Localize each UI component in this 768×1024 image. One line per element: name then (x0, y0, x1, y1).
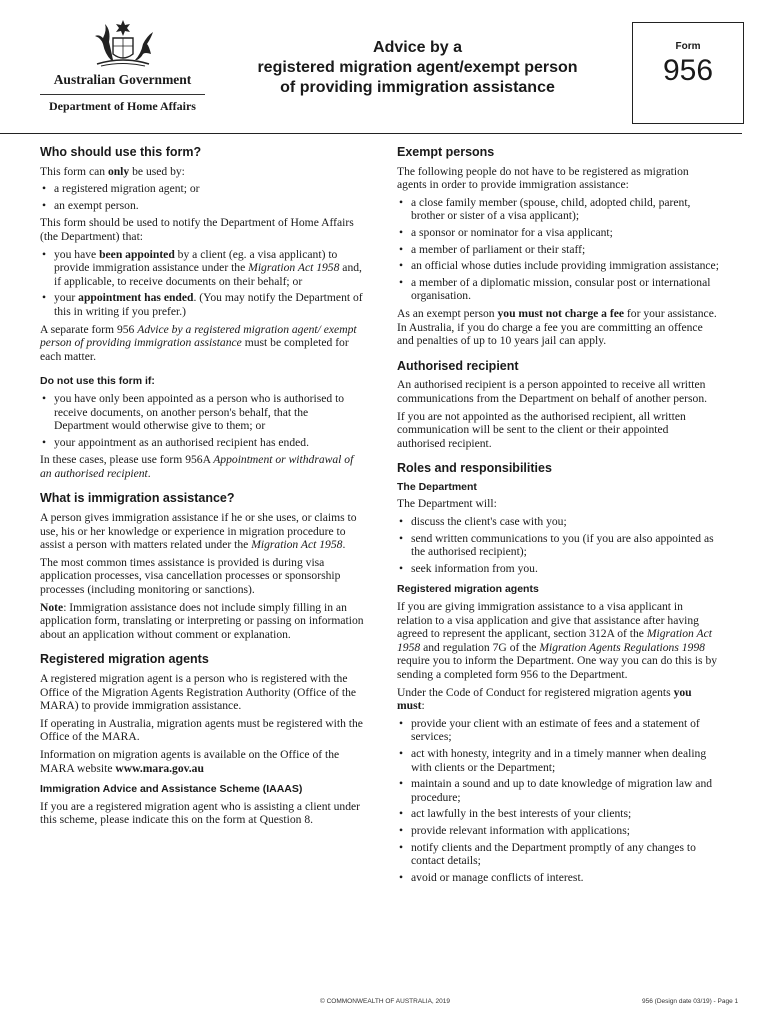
who-list (40, 182, 365, 212)
code-of-conduct-intro: Under the Code of Conduct for registered migration agents you must: (397, 685, 692, 713)
who-intro: This form can only be used by: (40, 164, 185, 178)
list-item: • act with honesty, integrity and in a timely manner when dealing with clients or the Department; (397, 747, 719, 774)
immigration-assistance-heading: What is immigration assistance? (40, 491, 235, 506)
separate-form-note: A separate form 956 Advice by a registered migration agent/ exempt person of providing immigration assistance must be completed for each matter. (40, 322, 357, 363)
government-name: Australian Government (53, 72, 192, 87)
title-line-3: of providing immigration assistance (280, 79, 555, 96)
department-intro: The Department will: (397, 497, 497, 511)
do-not-use-heading: Do not use this form if: (40, 375, 155, 388)
list-item: • discuss the client's case with you; (397, 515, 719, 529)
header-divider (0, 133, 742, 134)
exempt-fee-warning: As an exempt person you must not charge a fee for your assistance. In Australia, if you do charge a fee you are committing an offence and penalties of up to 10 years jail can apply. (397, 306, 717, 348)
mara-website-link[interactable]: www.mara.gov.au (115, 761, 204, 775)
common-times-text: The most common times assistance is provided is during visa application processes, visa cancellation processes or sponsorship processes (including monitoring or sanctions). (40, 555, 341, 597)
department-subheading: The Department (397, 480, 477, 493)
roles-heading: Roles and responsibilities (397, 461, 552, 476)
exempt-list (397, 196, 719, 303)
iaaas-text: If you are a registered migration agent who is assisting a client under this scheme, please indicate this on the form at Question 8. (40, 799, 361, 827)
list-item: • a member of parliament or their staff; (397, 243, 719, 257)
exempt-persons-heading: Exempt persons (397, 145, 495, 159)
coat-of-arms-icon (83, 18, 163, 70)
code-of-conduct-list (397, 717, 719, 885)
authorised-recipient-definition: An authorised recipient is a person appointed to receive all written communications from the Department on behalf of another person. (397, 378, 708, 405)
right-column (397, 146, 719, 888)
authorised-recipient-heading: Authorised recipient (397, 358, 519, 373)
list-item: • your appointment has ended. (You may notify the Department of this in writing if you prefer.) (40, 291, 365, 318)
department-list (397, 515, 719, 575)
list-item: • a sponsor or nominator for a visa applicant; (397, 226, 719, 240)
who-notify: This form should be used to notify the Department of Home Affairs (the Department) that: (40, 216, 354, 243)
list-item: • provide relevant information with applications; (397, 824, 719, 838)
list-item: • seek information from you. (397, 562, 719, 576)
form-number-box (632, 22, 744, 124)
authorised-recipient-note: If you are not appointed as the authorised recipient, all written communication will be sent to the client or their appointed authorised recipient. (397, 409, 686, 450)
title-line-1: Advice by a (373, 39, 462, 56)
list-item: • maintain a sound and up to date knowledge of migration law and procedure; (397, 777, 719, 804)
list-item: • notify clients and the Department promptly of any changes to contact details; (397, 841, 719, 868)
list-item: • act lawfully in the best interests of your clients; (397, 807, 719, 821)
form-title (225, 38, 610, 98)
list-item: • you have been appointed by a client (eg. a visa applicant) to provide immigration assistance under the Migration Act 1958 and, if applicable, to receive documents on their behalf; or (40, 248, 365, 289)
page-header (0, 0, 768, 135)
list-item: • avoid or manage conflicts of interest. (397, 871, 719, 885)
who-heading: Who should use this form? (40, 145, 202, 159)
list-item: • a member of a diplomatic mission, consular post or international organisation. (397, 276, 719, 303)
registered-agents-subheading: Registered migration agents (397, 583, 539, 596)
registered-agents-heading: Registered migration agents (40, 652, 209, 667)
department-name: Department of Home Affairs (40, 94, 205, 114)
form-number: 956 (662, 54, 714, 87)
government-logo (40, 18, 205, 114)
note-text: Note: Immigration assistance does not include simply filling in an application form, translating or interpreting or passing on information about an application without comment or explanation. (40, 600, 364, 641)
page-info-footer: 956 (Design date 03/19) - Page 1 (642, 998, 739, 1005)
list-item: • an exempt person. (40, 199, 365, 213)
registration-requirement: If operating in Australia, migration agents must be registered with the Office of the MARA. (40, 716, 363, 744)
list-item: • a close family member (spouse, child, adopted child, parent, brother or sister of a visa applicant); (397, 196, 719, 223)
form-label: Form (675, 41, 701, 52)
list-item: • provide your client with an estimate of fees and a statement of services; (397, 717, 719, 744)
list-item: • a registered migration agent; or (40, 182, 365, 196)
do-not-use-list (40, 392, 365, 449)
list-item: • your appointment as an authorised recipient has ended. (40, 436, 365, 450)
registered-agents-obligation: If you are giving immigration assistance to a visa applicant in relation to a visa application and give that assistance after having agreed to represent the applicant, section 312A of the Migration Act 1958 and regulation 7G of the Migration Agents Regulations 1998 require you to inform the Department. One way you can do this is by sending a completed form 956 to the Department. (397, 600, 718, 681)
copyright-footer: © COMMONWEALTH OF AUSTRALIA, 2019 (320, 998, 450, 1005)
notify-list (40, 248, 365, 319)
exempt-intro: The following people do not have to be registered as migration agents in order to provide immigration assistance: (397, 164, 689, 192)
immigration-assistance-definition: A person gives immigration assistance if he or she uses, or claims to use, his or her knowledge or experience in migration procedure to assist a person with matters related under the Migration Act 1958. (40, 511, 357, 552)
list-item: • an official whose duties include providing immigration assistance; (397, 259, 719, 273)
title-line-2: registered migration agent/exempt person (257, 59, 578, 76)
left-column (40, 146, 365, 831)
mara-info: Information on migration agents is available on the Office of the MARA website www.mara.gov.au (40, 747, 340, 775)
form-956a-note: In these cases, please use form 956A Appointment or withdrawal of an authorised recipient. (40, 453, 354, 480)
list-item: • you have only been appointed as a person who is authorised to receive documents, on another person's behalf, that the Department would otherwise give to them; or (40, 392, 365, 433)
list-item: • send written communications to you (if you are also appointed as the authorised recipient); (397, 532, 719, 559)
registered-agents-definition: A registered migration agent is a person who is registered with the Office of the Migration Agents Registration Authority (Office of the MARA) to provide immigration assistance. (40, 672, 357, 713)
iaaas-heading: Immigration Advice and Assistance Scheme (IAAAS) (40, 783, 303, 796)
